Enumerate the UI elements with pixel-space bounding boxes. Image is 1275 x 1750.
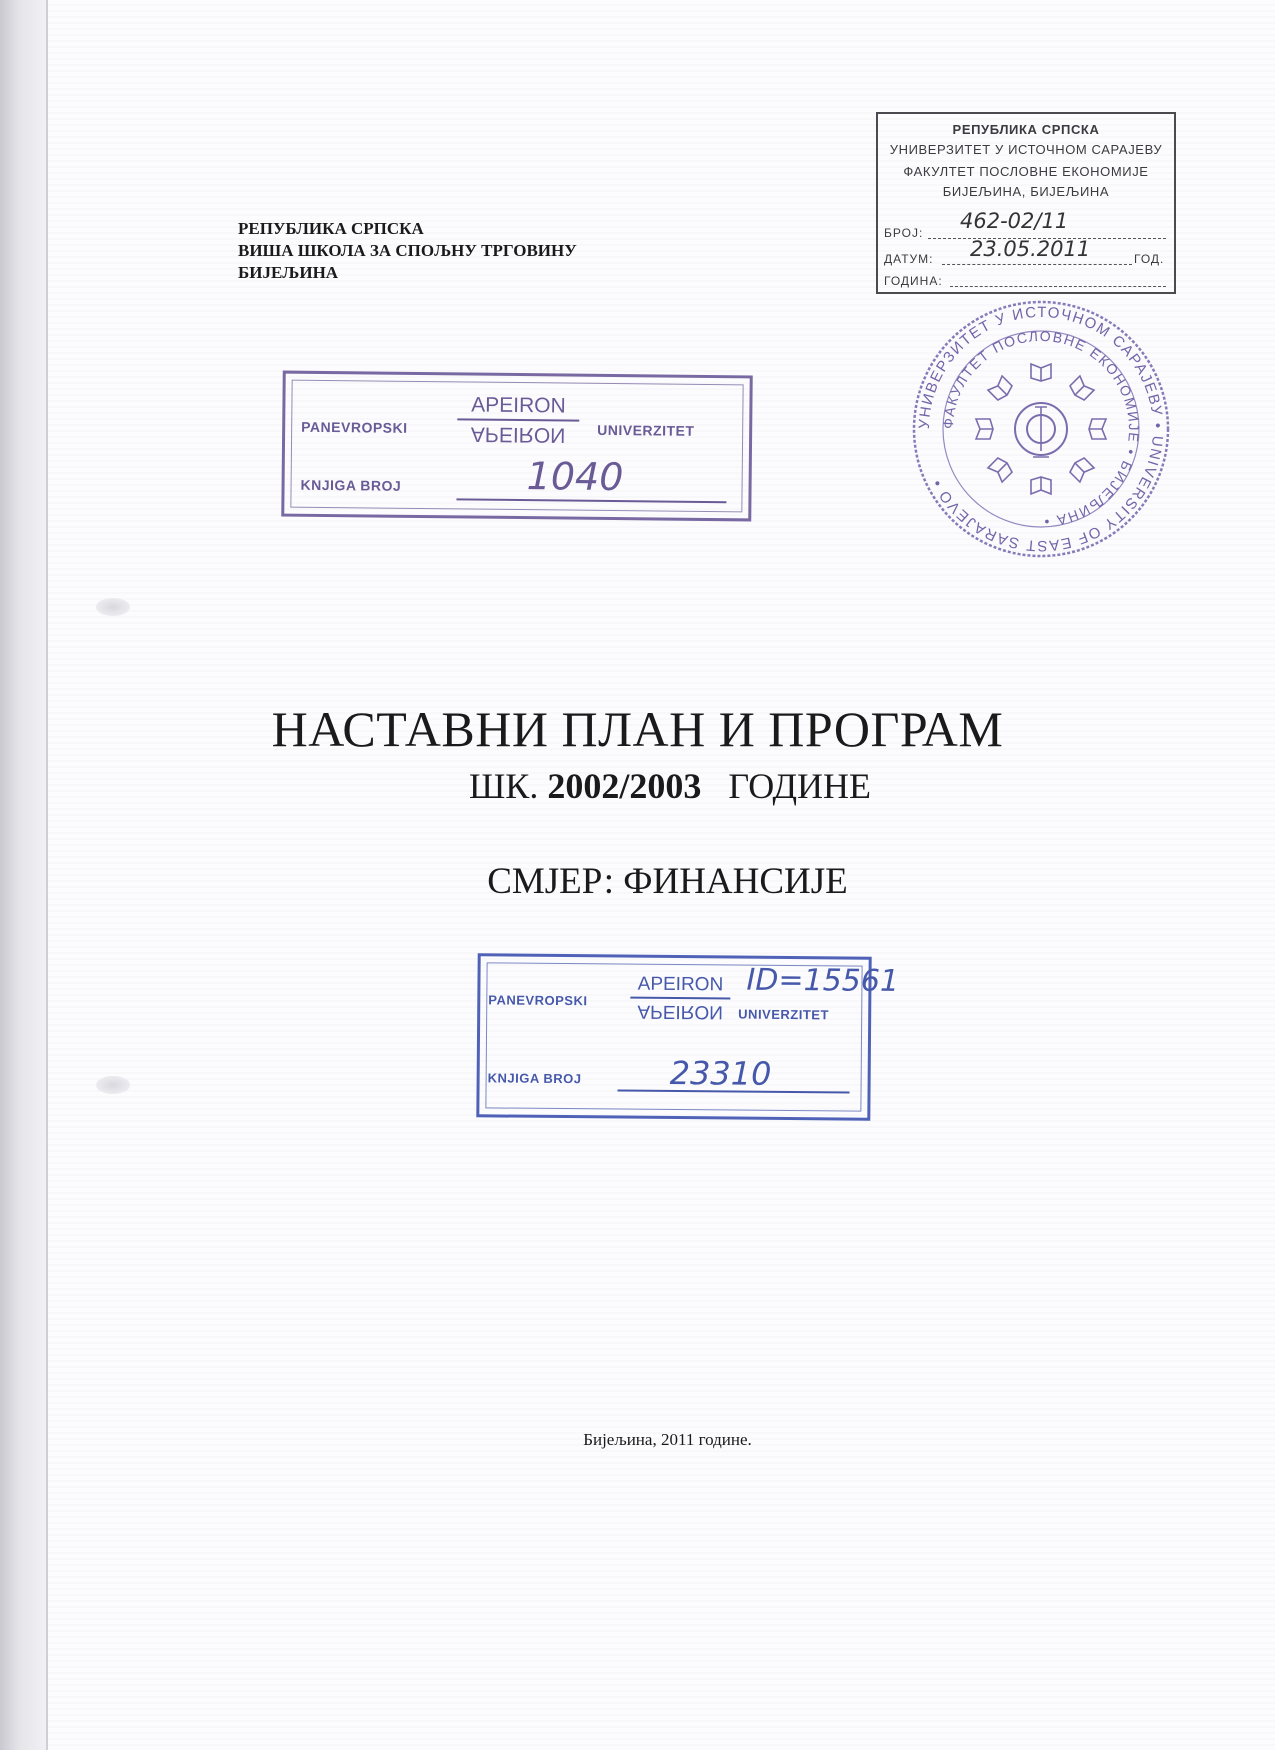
stamp-left-text: PANEVROPSKI <box>488 992 588 1009</box>
institution-header <box>238 218 577 284</box>
apeiron-logo: APEIRON APEIRON <box>457 393 580 446</box>
study-direction: СМЈЕР: ФИНАНСИЈЕ <box>487 861 848 902</box>
datum-label: ДАТУМ: <box>884 252 934 266</box>
book-number-label: KNJIGA BROJ <box>487 1070 582 1087</box>
god-suffix: ГОД. <box>1134 252 1165 266</box>
book-number-handwritten: 23310 <box>669 1053 772 1093</box>
header-line: ВИША ШКОЛА ЗА СПОЉНУ ТРГОВИНУ <box>238 241 577 260</box>
broj-label: БРОЈ: <box>884 226 924 240</box>
datum-value: 23.05.2011 <box>970 237 1091 261</box>
punch-hole <box>96 1076 130 1094</box>
punch-hole <box>96 598 130 616</box>
godina-label: ГОДИНА: <box>884 274 943 288</box>
faculty-stamp-line: УНИВЕРЗИТЕТ У ИСТОЧНОМ САРАЈЕВУ <box>889 142 1163 157</box>
header-line: РЕПУБЛИКА СРПСКА <box>238 219 424 238</box>
apeiron-library-stamp <box>281 371 753 522</box>
place-and-date: Бијељина, 2011 године. <box>583 1430 752 1449</box>
school-year: 2002/2003 <box>547 766 702 806</box>
apeiron-library-stamp-id <box>476 953 900 1120</box>
stamp-right-text: UNIVERZITET <box>738 1006 829 1023</box>
header-line: БИЈЕЉИНА <box>238 263 339 282</box>
document-title: НАСТАВНИ ПЛАН И ПРОГРАМ <box>271 701 1004 757</box>
faculty-stamp-line: БИЈЕЉИНА, БИЈЕЉИНА <box>942 184 1110 199</box>
seal-outer-text: УНИВЕРЗИТЕТ У ИСТОЧНОМ САРАЈЕВУ • UNIVERSITY OF EAST SARAJEVO • <box>915 303 1167 555</box>
book-number-handwritten: 1040 <box>526 454 624 500</box>
school-year-line <box>0 765 1275 807</box>
seal-books-emblem <box>976 364 1106 494</box>
stamp-right-text: UNIVERZITET <box>597 421 695 439</box>
year-prefix: ШК. <box>468 766 539 806</box>
book-number-label: KNJIGA BROJ <box>300 476 402 494</box>
stamp-left-text: PANEVROPSKI <box>301 418 408 436</box>
university-round-seal <box>910 298 1172 560</box>
year-suffix: ГОДИНЕ <box>728 766 871 806</box>
apeiron-logo: APEIRON APEIRON <box>630 974 730 1023</box>
seal-inner-text: ФАКУЛТЕТ ПОСЛОВНЕ ЕКОНОМИЈЕ • БИЈЕЉИНА • <box>939 327 1143 531</box>
id-handwritten: ID=15561 <box>746 962 900 999</box>
faculty-registration-stamp <box>876 112 1176 294</box>
broj-value: 462-02/11 <box>960 209 1069 233</box>
faculty-stamp-line: РЕПУБЛИКА СРПСКА <box>952 122 1100 137</box>
faculty-stamp-line: ФАКУЛТЕТ ПОСЛОВНЕ ЕКОНОМИЈЕ <box>903 164 1149 179</box>
